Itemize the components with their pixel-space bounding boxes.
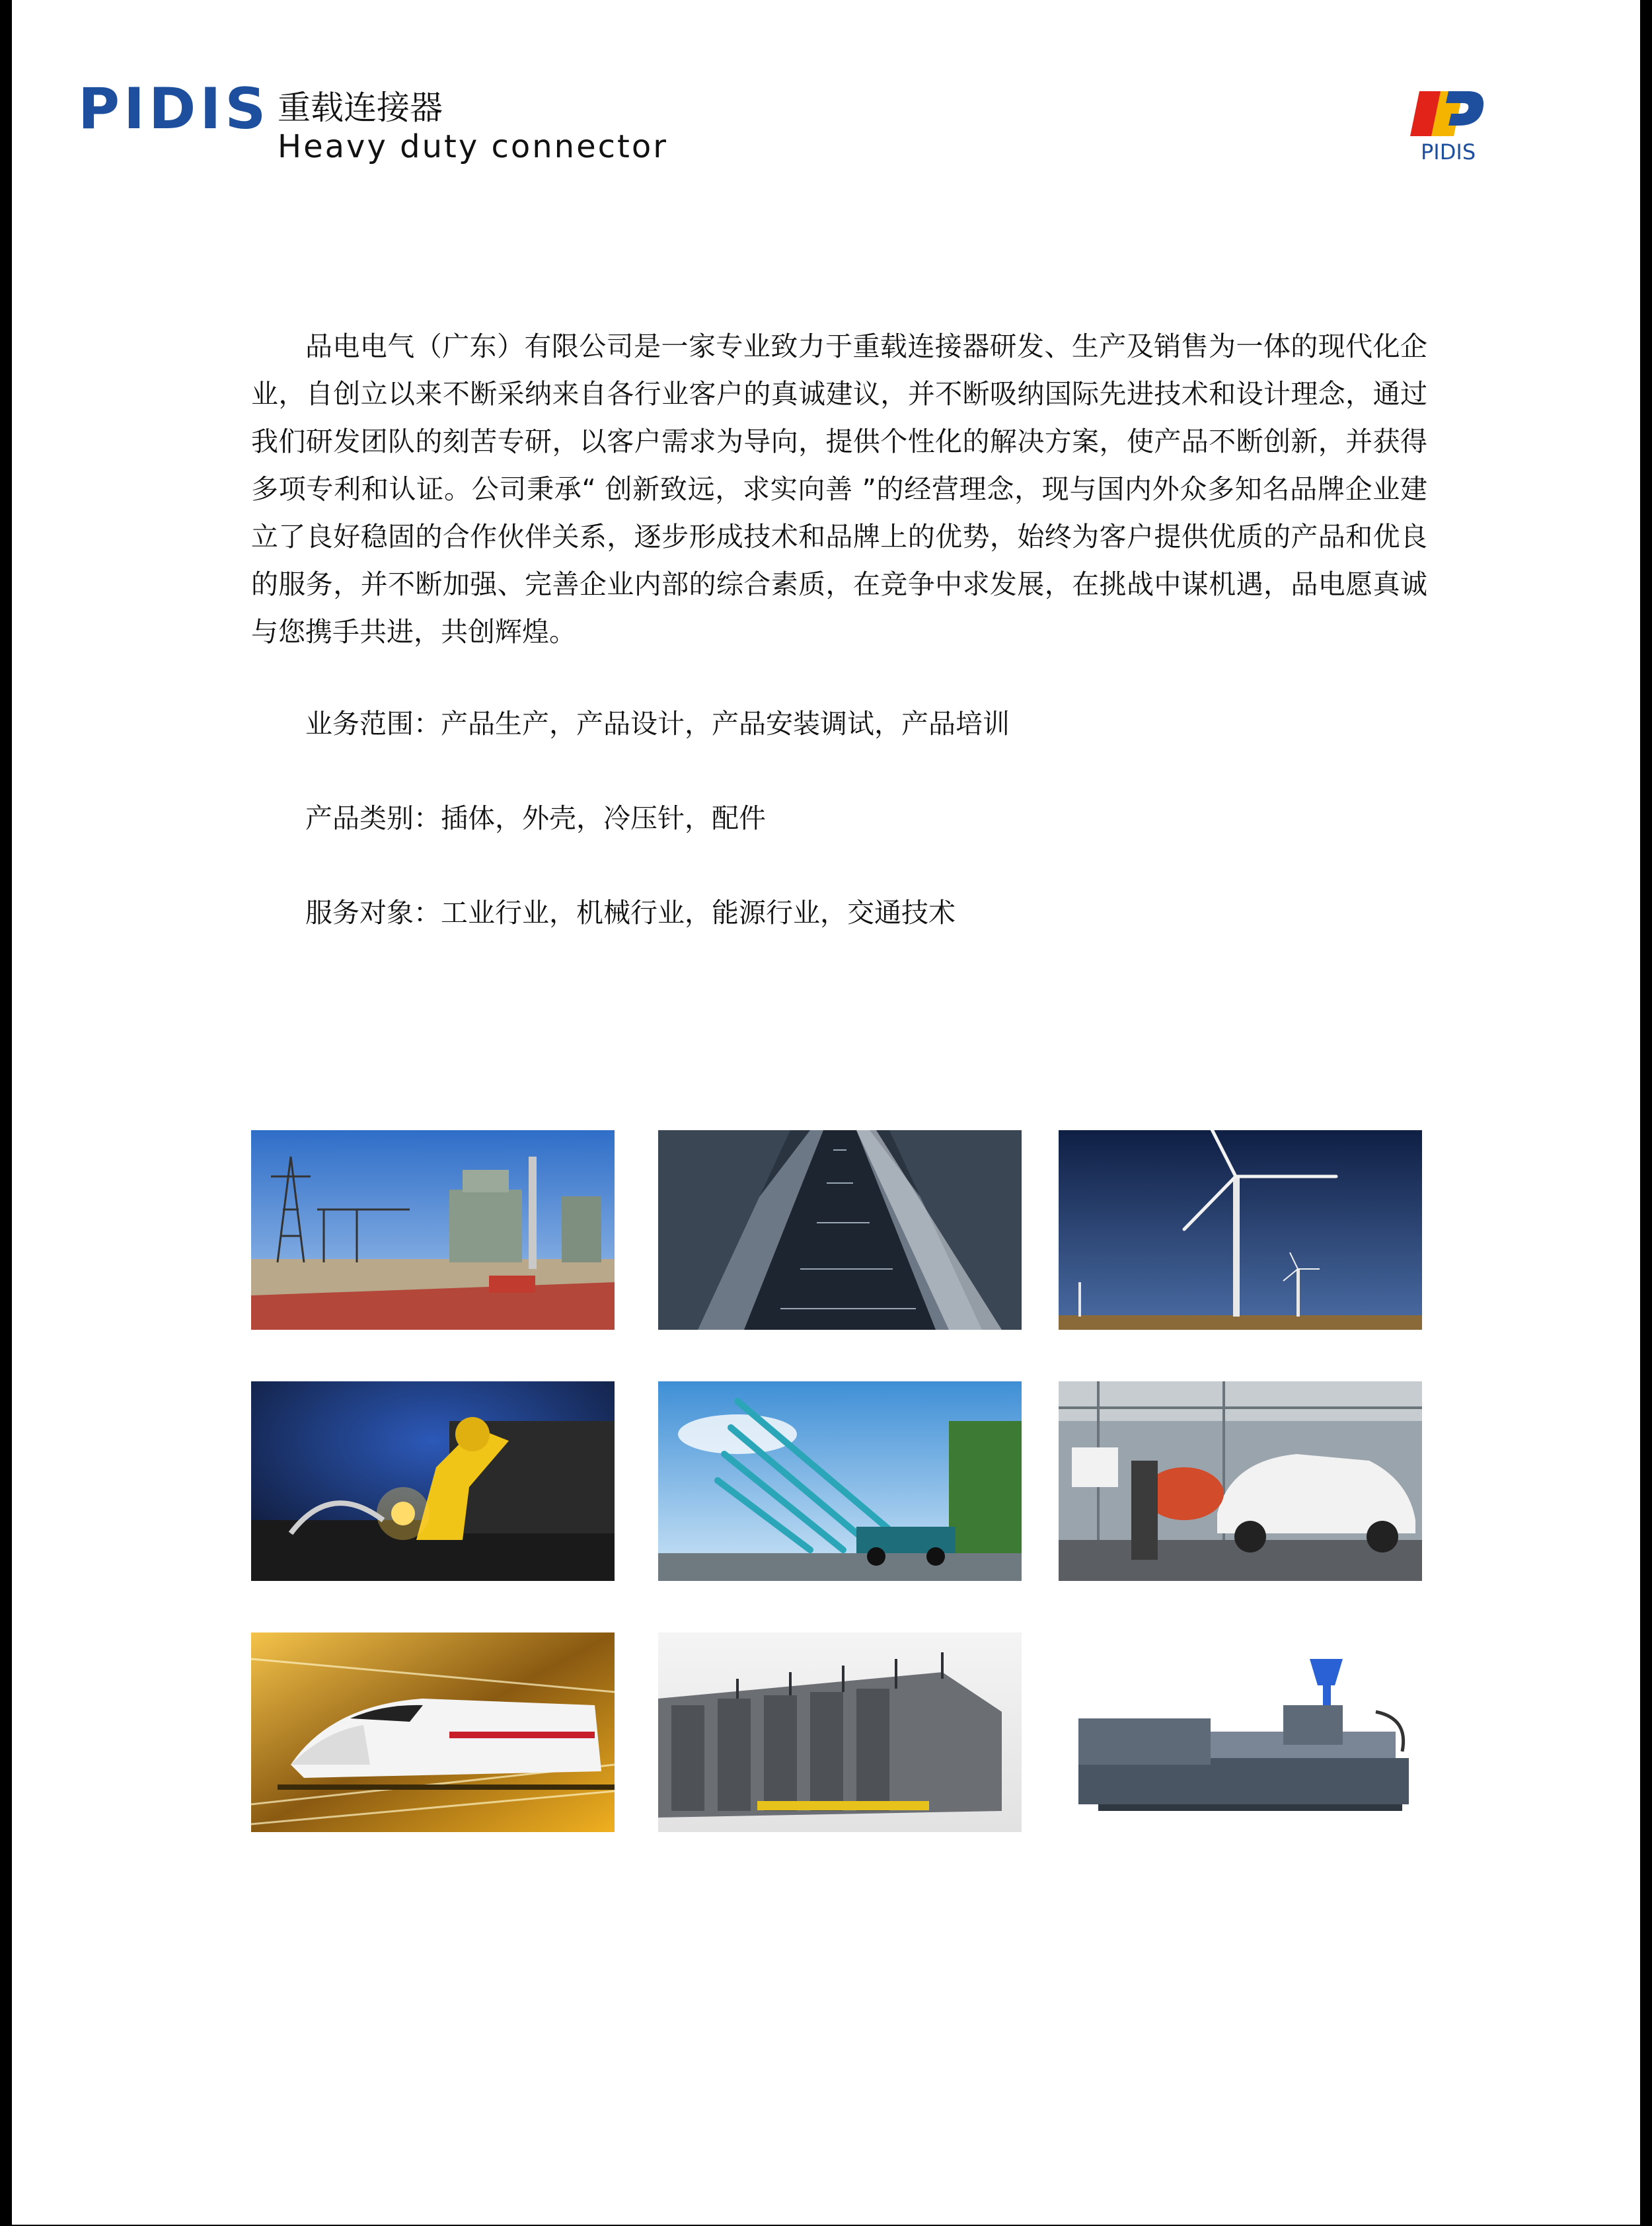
product-title-en: Heavy duty connector	[278, 128, 668, 165]
photo-cranes	[658, 1381, 1022, 1581]
intro-paragraph: 品电电气（广东）有限公司是一家专业致力于重载连接器研发、生产及销售为一体的现代化企业，自创立以来不断采纳来自各行业客户的真诚建议，并不断吸纳国际先进技术和设计理念，通过我们研发团队的刻苦专研，以客户需求为导向，提供个性化的解决方案，使产品不断创新，并获得多项专利和认证。公司秉承“ 创新致远，求实向善 ”的经营理念，现与国内外众多知名品牌企业建立了良好稳固的合作伙伴关系，逐步形成技术和品牌上的优势，始终为客户提供优质的产品和优良的服务，并不断加强、完善企业内部的综合素质，在竞争中求发展，在挑战中谋机遇，品电愿真诚与您携手共进，共创辉煌。	[251, 330, 1427, 648]
photo-escalator	[658, 1130, 1022, 1330]
product-categories: 产品类别：插体，外壳，冷压针，配件	[305, 802, 766, 834]
photo-wind-turbines	[1059, 1130, 1422, 1330]
service-targets: 服务对象：工业行业，机械行业，能源行业，交通技术	[305, 897, 956, 929]
photo-substation	[251, 1130, 615, 1330]
product-title-cn: 重载连接器	[278, 89, 443, 127]
brand-name: PIDIS	[78, 76, 270, 142]
page-edge-right	[1640, 0, 1652, 2226]
photo-printing-machine	[658, 1632, 1022, 1832]
page-edge-left	[0, 0, 12, 2226]
photo-high-speed-train	[251, 1632, 615, 1832]
photo-car-assembly	[1059, 1381, 1422, 1581]
photo-injection-molding-machine	[1059, 1632, 1422, 1832]
logo-caption: PIDIS	[1421, 139, 1476, 165]
company-intro	[251, 323, 1427, 656]
photo-welding-robot	[251, 1381, 615, 1581]
business-scope: 业务范围：产品生产，产品设计，产品安装调试，产品培训	[305, 708, 1010, 740]
